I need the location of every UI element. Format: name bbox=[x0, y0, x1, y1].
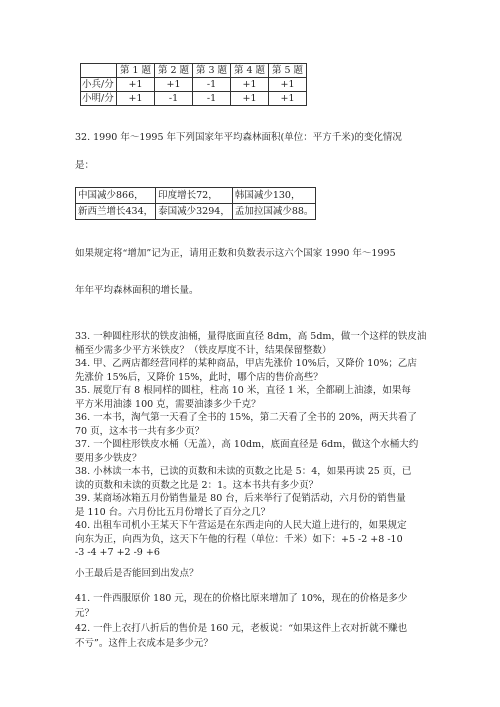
q42-line-2: 不亏”。这件上衣成本是多少元？ bbox=[75, 638, 213, 649]
question-line: 36. 一本书，淘气第一天看了全书的 15%，第二天看了全书的 20%，两天共看了 bbox=[75, 412, 417, 423]
score-cell: -1 bbox=[193, 92, 231, 106]
question-line: 34. 甲、乙两店都经营同样的某种商品，甲店先涨价 10%后，又降价 10%；乙店 bbox=[75, 358, 417, 369]
forest-table-row bbox=[76, 204, 316, 220]
question-line: -3 -4 +7 +2 -9 +6 bbox=[75, 547, 160, 558]
header-q5: 第 5 题 bbox=[269, 64, 307, 78]
q32-line-3: 如果规定将“增加”记为正，请用正数和负数表示这六个国家 1990 年～1995 bbox=[75, 248, 396, 259]
score-cell: +1 bbox=[117, 92, 155, 106]
forest-table-row bbox=[76, 188, 316, 204]
score-table-header-row bbox=[81, 64, 307, 78]
forest-cell: 新西兰增长434， bbox=[76, 204, 156, 220]
score-table-corner bbox=[81, 64, 117, 78]
header-q2: 第 2 题 bbox=[155, 64, 193, 78]
score-cell: +1 bbox=[117, 78, 155, 92]
header-q3: 第 3 题 bbox=[193, 64, 231, 78]
score-cell: +1 bbox=[155, 78, 193, 92]
question-line: 读的页数和未读的页数之比是 2：1。这本书共有多少页？ bbox=[75, 480, 319, 491]
row-name: 小兵/分 bbox=[81, 78, 117, 92]
score-cell: +1 bbox=[231, 92, 269, 106]
question-line: 是 110 台。六月份比五月份增长了百分之几？ bbox=[75, 507, 271, 518]
q32-line-4: 年年平均森林面积的增长量。 bbox=[75, 285, 199, 296]
question-line: 40. 出租车司机小王某天下午营运是在东西走向的人民大道上进行的，如果规定 bbox=[75, 520, 407, 531]
forest-cell: 泰国减少3294， bbox=[156, 204, 233, 220]
question-line: 要用多少铁皮？ bbox=[75, 453, 142, 464]
score-cell: +1 bbox=[269, 92, 307, 106]
score-table bbox=[80, 63, 307, 106]
header-q4: 第 4 题 bbox=[231, 64, 269, 78]
question-line: 70 页，这本书一共有多少页？ bbox=[75, 426, 205, 437]
forest-cell: 韩国减少130， bbox=[232, 188, 316, 204]
question-line: 33. 一种圆柱形状的铁皮油桶，量得底面直径 8dm，高 5dm，做一个这样的铁皮油 bbox=[75, 331, 427, 342]
q41-line-2: 元？ bbox=[75, 608, 95, 619]
question-line: 桶至少需多少平方米铁皮？（铁皮厚度不计，结果保留整数） bbox=[75, 345, 332, 356]
q41-line-1: 41. 一件西服原价 180 元，现在的价格比原来增加了 10%，现在的价格是多少 bbox=[75, 593, 408, 604]
score-table-row bbox=[81, 78, 307, 92]
question-line: 35. 展览厅有 8 根同样的圆柱，柱高 10 米，直径 1 米，全都刷上油漆，如果每 bbox=[75, 385, 411, 396]
question-line: 平方米用油漆 100 克，需要油漆多少千克？ bbox=[75, 399, 261, 410]
q42-line-1: 42. 一件上衣打八折后的售价是 160 元，老板说：“如果这件上衣对折就不赚也 bbox=[75, 623, 408, 634]
q32-line-1: 32. 1990 年～1995 年下列国家年平均森林面积(单位：平方千米)的变化情况 bbox=[75, 132, 402, 143]
row-name: 小明/分 bbox=[81, 92, 117, 106]
score-cell: -1 bbox=[193, 78, 231, 92]
score-cell: +1 bbox=[231, 78, 269, 92]
question-line: 37. 一个圆柱形铁皮水桶（无盖），高 10dm，底面直径是 6dm，做这个水桶大约 bbox=[75, 439, 419, 450]
forest-cell: 印度增长72， bbox=[156, 188, 233, 204]
question-line: 38. 小林读一本书，已读的页数和未读的页数之比是 5：4，如果再读 25 页，已 bbox=[75, 466, 412, 477]
question-line: 39. 某商场冰箱五月份销售量是 80 台，后来举行了促销活动，六月份的销售量 bbox=[75, 493, 406, 504]
forest-cell: 孟加拉国减少88。 bbox=[232, 204, 316, 220]
question-line: 向东为正，向西为负，这天下午他的行程（单位：千米）如下：+5 -2 +8 -10 bbox=[75, 534, 403, 545]
forest-cell: 中国减少866， bbox=[76, 188, 156, 204]
score-cell: +1 bbox=[269, 78, 307, 92]
score-table-row bbox=[81, 92, 307, 106]
q40-end-line: 小王最后是否能回到出发点？ bbox=[75, 568, 199, 579]
forest-table bbox=[75, 187, 316, 220]
score-cell: -1 bbox=[155, 92, 193, 106]
header-q1: 第 1 题 bbox=[117, 64, 155, 78]
q32-line-2: 是： bbox=[75, 160, 95, 171]
question-line: 先涨价 15%后，又降价 15%，此时，哪个店的售价高些？ bbox=[75, 372, 323, 383]
